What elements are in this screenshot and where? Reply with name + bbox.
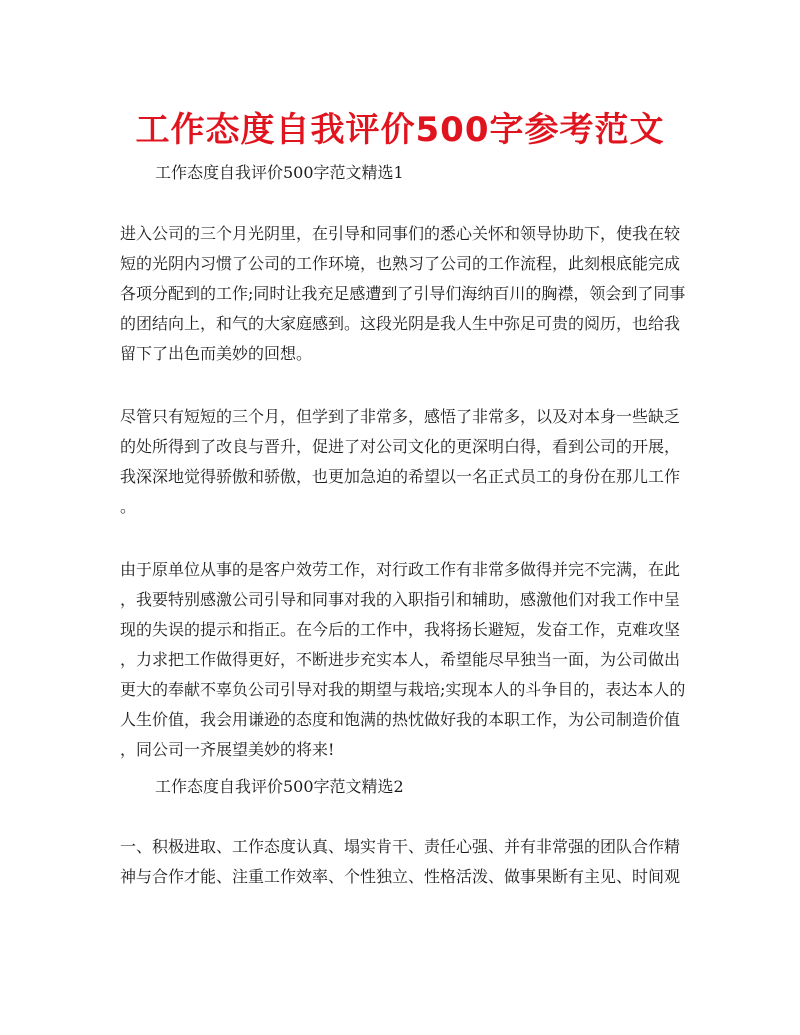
paragraph-line: 更大的奉献不辜负公司引导对我的期望与栽培;实现本人的斗争目的，表达本人的: [120, 680, 686, 699]
paragraph-line: 留下了出色而美妙的回想。: [120, 344, 313, 363]
section-heading: 工作态度自我评价500字范文精选2: [155, 777, 404, 796]
paragraph-line: 的处所得到了改良与晋升，促进了对公司文化的更深明白得，看到公司的开展，: [120, 437, 681, 456]
paragraph-line: 一、积极进取、工作态度认真、塌实肯干、责任心强、并有非常强的团队合作精: [120, 837, 681, 856]
paragraph-line: ，力求把工作做得更好，不断进步充实本人，希望能尽早独当一面，为公司做出: [120, 650, 681, 669]
paragraph-line: 由于原单位从事的是客户效劳工作，对行政工作有非常多做得并完不完满，在此: [120, 560, 681, 579]
paragraph-line: 进入公司的三个月光阴里，在引导和同事们的悉心关怀和领导协助下，使我在较: [120, 224, 681, 243]
paragraph-line: 。: [120, 497, 137, 516]
paragraph-line: 现的失误的提示和指正。在今后的工作中，我将扬长避短，发奋工作，克难攻坚: [120, 620, 681, 639]
paragraph-line: 尽管只有短短的三个月，但学到了非常多，感悟了非常多，以及对本身一些缺乏: [120, 407, 681, 426]
paragraph: [120, 832, 690, 892]
paragraph-line: 人生价值，我会用谦逊的态度和饱满的热忱做好我的本职工作，为公司制造价值: [120, 710, 681, 729]
paragraph-line: 的团结向上，和气的大家庭感到。这段光阴是我人生中弥足可贵的阅历，也给我: [120, 314, 681, 333]
paragraph-line: ，同公司一齐展望美妙的将来!: [120, 740, 335, 759]
paragraph-line: 我深深地觉得骄傲和骄傲，也更加急迫的希望以一名正式员工的身份在那儿工作: [120, 467, 681, 486]
paragraph-line: 神与合作才能、注重工作效率、个性独立、性格活泼、做事果断有主见、时间观: [120, 867, 681, 886]
paragraph-line: ，我要特别感激公司引导和同事对我的入职指引和辅助，感激他们对我工作中呈: [120, 590, 681, 609]
paragraph: [120, 402, 690, 522]
document-title: 工作态度自我评价500字参考范文: [135, 110, 665, 150]
section-heading: 工作态度自我评价500字范文精选1: [155, 163, 404, 182]
paragraph: [120, 219, 690, 369]
paragraph: [120, 555, 690, 765]
paragraph-line: 各项分配到的工作;同时让我充足感遭到了引导们海纳百川的胸襟，领会到了同事: [120, 284, 686, 303]
paragraph-line: 短的光阴内习惯了公司的工作环境，也熟习了公司的工作流程，此刻根底能完成: [120, 254, 681, 273]
